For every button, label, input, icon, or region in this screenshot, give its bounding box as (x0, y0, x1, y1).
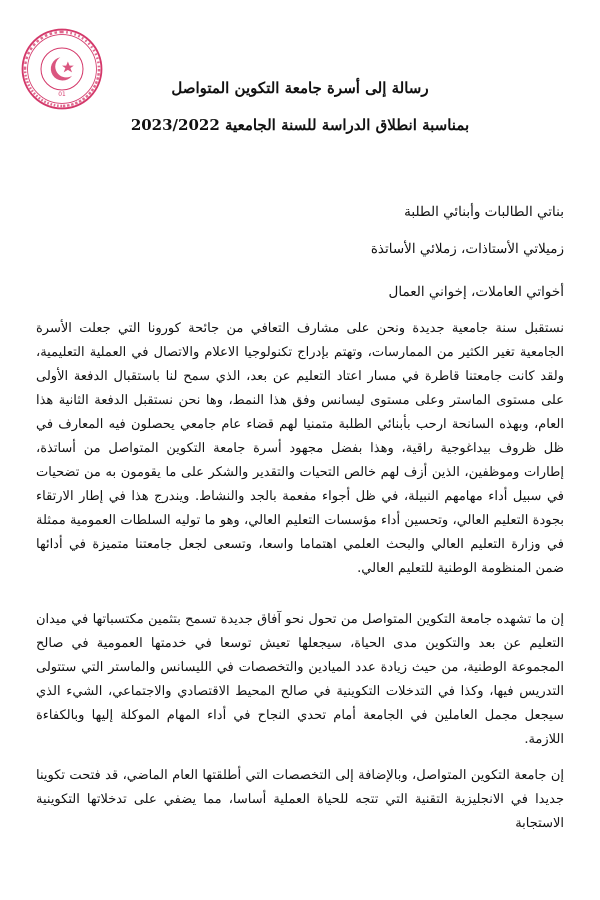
body-paragraph: نستقبل سنة جامعية جديدة ونحن على مشارف التعافي من جائحة كورونا التي جعلت الأسرة الجامعية تغير الكثير من الممارسات، وتهتم بإدراج تكنولوجيا الاعلام والاتصال في العملية التعليمية، ولقد كانت جامعتنا قاطرة في مسار اعتاد التعليم عن بعد، الذي سمح لنا باستقبال الدفعة الأولى على مستوى الماستر وعلى مستوى ليسانس وفق هذا النمط، وها نحن نستقبل الدفعة الثانية هذا العام، وبهذه السانحة ارحب بأبنائي الطلبة متمنيا لهم قضاء عام جامعي يحصلون فيه المعارف في ظل ظروف بيداغوجية راقية، وهذا بفضل مجهود أسرة جامعة التكوين المتواصل من أساتذة، إطارات وموظفين، الذين أزف لهم خالص التحيات والتقدير والشكر على ما يقومون به من تضحيات في سبيل أداء مهامهم النبيلة، في ظل أجواء مفعمة بالجد والنشاط. ويندرج هذا في إطار الارتقاء بجودة التعليم العالي، وتحسين أداء مؤسسات التعليم العالي، وهو ما توليه السلطات العمومية ممثلة في وزارة التعليم العالي والبحث العلمي اهتماما واسعا، وتسعى لجعل جامعتنا متميزة في أدائها ضمن المنظومة الوطنية للتعليم العالي. (36, 321, 564, 576)
letter-subtitle: بمناسبة انطلاق الدراسة للسنة الجامعية 2023/2022 (130, 116, 470, 134)
greeting-workers: أخواتي العاملات، إخواني العمال (388, 284, 564, 300)
university-seal-stamp (20, 27, 104, 111)
letter-title: رسالة إلى أسرة جامعة التكوين المتواصل (171, 79, 429, 97)
body-paragraph: إن ما تشهده جامعة التكوين المتواصل من تحول نحو آفاق جديدة تسمح بتثمين مكتسباتها في ميدان التعليم عن بعد والتكوين مدى الحياة، سيجعلها تعيش توسعا في خدمتها العمومية في صالح المجموعة الوطنية، من حيث زيادة عدد الميادين والتخصصات في الليسانس والماستر التي ستتولى التدريس فيها، وكذا في التدخلات التكوينية في صالح المحيط الاقتصادي والاجتماعي، الشيء الذي سيجعل مجمل العاملين في الجامعة أمام تحدي النجاح في أداء المهام الموكلة إليها وبالكفاءة اللازمة. (36, 612, 564, 747)
body-paragraph: إن جامعة التكوين المتواصل، وبالإضافة إلى التخصصات التي أطلقتها العام الماضي، قد فتحت تكوينا جديدا في الانجليزية التقنية التي تتجه للحياة العملية أساسا، مما يضفي على تدخلاتها التكوينية الاستجابة (36, 768, 564, 831)
greeting-professors: زميلاتي الأستاذات، زملائي الأساتذة (370, 241, 564, 257)
greeting-students: بناتي الطالبات وأبنائي الطلبة (404, 204, 564, 220)
svg-text:01: 01 (58, 91, 66, 98)
